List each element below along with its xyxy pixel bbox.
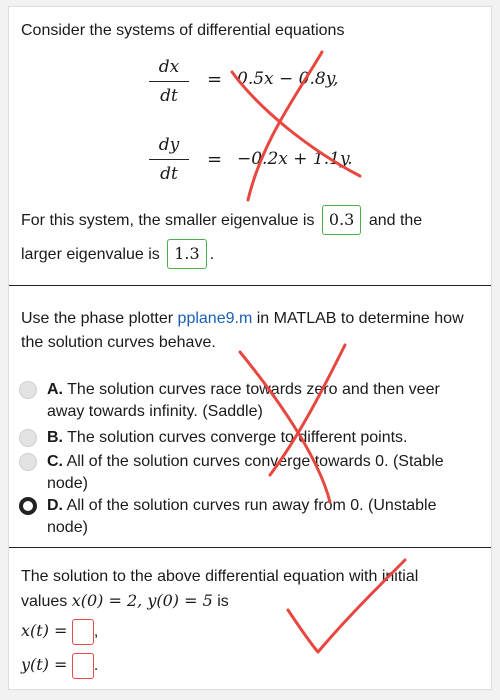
y-answer-row: [21, 653, 98, 679]
x-answer-input[interactable]: [72, 619, 94, 645]
option-d-label: [47, 495, 477, 539]
eigenvalue-period: .: [209, 246, 215, 263]
question-2-prompt: [21, 307, 476, 355]
option-letter: A.: [47, 381, 63, 398]
equation-2-fraction: [149, 135, 189, 184]
option-c-label: [47, 451, 477, 495]
equation-2-numerator: dy: [158, 135, 180, 155]
y-label: y(t) =: [21, 655, 68, 675]
option-letter: B.: [47, 429, 63, 446]
equation-2-denominator: dt: [160, 164, 178, 184]
option-b-label: [47, 427, 477, 449]
equation-1-equals: =: [207, 69, 223, 90]
option-text: All of the solution curves converge towards 0. (Stable node): [47, 453, 444, 492]
option-letter: C.: [47, 453, 63, 470]
option-letter: D.: [47, 497, 63, 514]
eigenvalue-line-2: [21, 239, 481, 269]
pplane-link[interactable]: pplane9.m: [177, 310, 253, 327]
section-divider: [9, 285, 491, 286]
section-divider: [9, 547, 491, 548]
question-1-intro: Consider the systems of differential equations: [21, 22, 345, 39]
option-a-label: [47, 379, 477, 423]
option-text: All of the solution curves run away from 0. (Unstable node): [47, 497, 437, 536]
question-card: [8, 6, 492, 690]
equation-1-fraction: [149, 57, 189, 106]
question-2-text-a: Use the phase plotter: [21, 310, 174, 327]
y-period: .: [93, 657, 99, 675]
equation-1-rhs: 0.5x − 0.8y,: [237, 69, 339, 89]
equation-1-numerator: dx: [158, 57, 180, 77]
x-answer-row: [21, 619, 98, 645]
question-3-text-b: values: [21, 593, 68, 610]
y-answer-input[interactable]: [72, 653, 94, 679]
eigenvalue-text-a: For this system, the smaller eigenvalue is: [21, 212, 315, 229]
option-d-radio[interactable]: [19, 497, 37, 515]
x-comma: ,: [93, 623, 99, 641]
option-a-radio[interactable]: [19, 381, 37, 399]
option-text: The solution curves converge to different points.: [67, 429, 408, 446]
question-3-line-1: The solution to the above differential equation with initial: [21, 568, 419, 585]
option-text: The solution curves race towards zero and then veer away towards infinity. (Saddle): [47, 381, 440, 420]
equation-2-rhs: −0.2x + 1.1y.: [237, 149, 353, 169]
eigenvalue-line-1: [21, 205, 481, 235]
question-3-line-2: [21, 589, 481, 614]
equation-2-equals: =: [207, 149, 223, 170]
initial-conditions: x(0) = 2, y(0) = 5: [71, 591, 213, 610]
x-label: x(t) =: [21, 621, 68, 641]
option-c-radio[interactable]: [19, 453, 37, 471]
eigenvalue-text-c: larger eigenvalue is: [21, 246, 160, 263]
fraction-bar: [149, 159, 189, 160]
smaller-eigenvalue-answer[interactable]: 0.3: [322, 205, 361, 235]
question-3-text-c: is: [217, 593, 229, 610]
larger-eigenvalue-answer[interactable]: 1.3: [167, 239, 206, 269]
fraction-bar: [149, 81, 189, 82]
option-b-radio[interactable]: [19, 429, 37, 447]
equation-1-denominator: dt: [160, 86, 178, 106]
question-2-text-b: in MATLAB to determine how the solution curves behave.: [21, 310, 464, 351]
eigenvalue-text-b: and the: [368, 212, 423, 229]
